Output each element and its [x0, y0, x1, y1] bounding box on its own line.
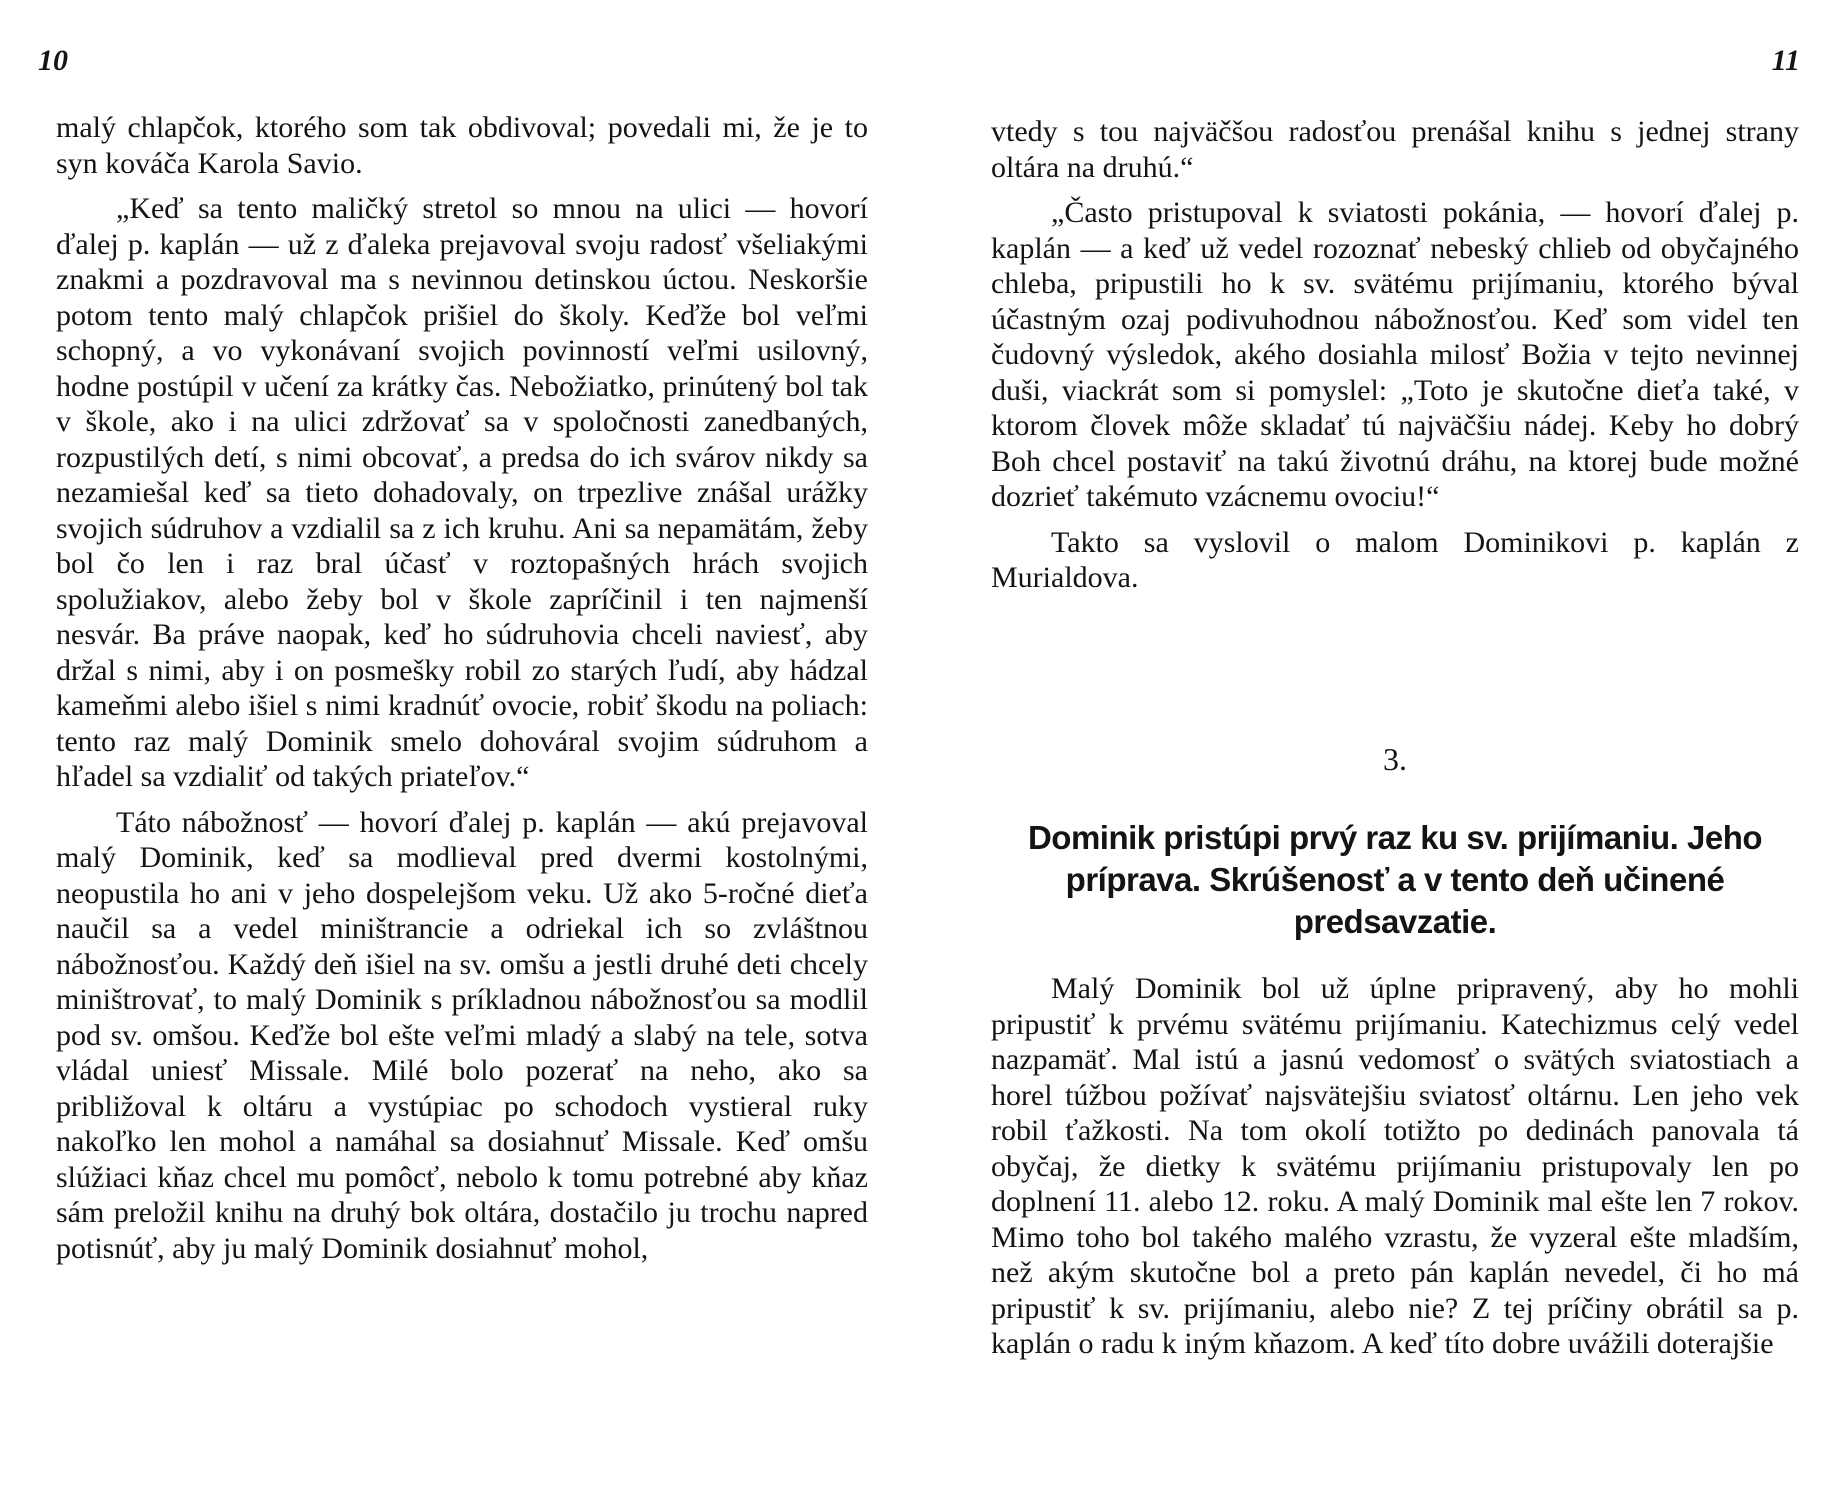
paragraph: Táto nábožnosť — hovorí ďalej p. kaplán — akú prejavoval malý Dominik, keď sa modlieval pred dvermi kostolnými, neopustila ho ani v jeho dospelejšom veku. Už ako 5-ročné dieťa naučil sa a vedel miništrancie a odriekal ich so zvláštnou nábožnosťou. Každý deň išiel na sv. omšu a jestli druhé deti chcely miništrovať, to malý Dominik s príkladnou nábožnosťou sa modlil pod sv. omšou. Keďže bol ešte veľmi mladý a slabý na tele, sotva vládal uniesť Missale. Milé bolo pozerať na neho, ako sa približoval k oltáru a vystúpiac po schodoch vystieral ruky nakoľko len mohol a namáhal sa dosiahnuť Missale. Keď omšu slúžiaci kňaz chcel mu pomôcť, nebolo k tomu potrebné aby kňaz sám preložil knihu na druhý bok oltára, dostačilo ju trochu napred potisnúť, aby ju malý Dominik dosiahnuť mohol, — [56, 805, 868, 1265]
right-text-column — [991, 114, 1799, 1372]
right-page — [923, 0, 1846, 1500]
page-number-left: 10 — [38, 44, 68, 77]
page-number-right: 11 — [1771, 44, 1800, 77]
left-text-column — [56, 110, 868, 1276]
paragraph: Takto sa vyslovil o malom Dominikovi p. kaplán z Murialdova. — [991, 525, 1799, 594]
paragraph: „Často pristupoval k sviatosti pokánia, — hovorí ďalej p. kaplán — a keď už vedel rozoznať nebeský chlieb od obyčajného chleba, pripustili ho k sv. svätému prijímaniu, ktorého býval účastným ozaj podivuhodnou nábožnosťou. Keď som videl ten čudovný výsledok, akého dosiahla milosť Božia v tejto nevinnej duši, viackrát som si pomyslel: „Toto je skutočne dieťa také, v ktorom človek môže skladať tú najväčšiu nádej. Keby ho dobrý Boh chcel postaviť na takú životnú dráhu, na ktorej bude možné dozrieť takémuto vzácnemu ovociu!“ — [991, 196, 1799, 513]
paragraph: Malý Dominik bol už úplne pripravený, aby ho mohli pripustiť k prvému svätému prijímaniu. Katechizmus celý vedel nazpamäť. Mal istú a jasnú vedomosť o svätých sviatostiach a horel túžbou požívať najsvätejšiu sviatosť oltárnu. Len jeho vek robil ťažkosti. Na tom okolí totižto po dedinách panovala tá obyčaj, že dietky k svätému prijímaniu pristupovaly len po doplnení 11. alebo 12. roku. A malý Dominik mal ešte len 7 rokov. Mimo toho bol takého malého vzrastu, že vyzeral ešte mladším, než akým skutočne bol a preto pán kaplán nevedel, či ho má pripustiť k sv. prijímaniu, alebo nie? Z tej príčiny obrátil sa p. kaplán o radu k iným kňazom. A keď títo dobre uvážili doterajšie — [991, 972, 1799, 1360]
paragraph: „Keď sa tento maličký stretol so mnou na ulici — hovorí ďalej p. kaplán — už z ďaleka prejavoval svoju radosť všeliakými znakmi a pozdravoval ma s nevinnou detinskou úctou. Neskoršie potom tento malý chlapčok prišiel do školy. Keďže bol veľmi schopný, a vo vykonávaní svojich povinností veľmi usilovný, hodne postúpil v učení za krátky čas. Nebožiatko, prinútený bol tak v škole, ako i na ulici zdržovať sa v spoločnosti zanedbaných, rozpustilých detí, s nimi obcovať, a predsa do ich svárov nikdy sa nezamiešal keď sa tieto dohadovaly, on trpezlive znášal urážky svojich súdruhov a vzdialil sa z ich kruhu. Ani sa nepamätám, žeby bol čo len i raz bral účasť v roztopašných hrách svojich spolužiakov, alebo žeby bol v škole zapríčinil i ten najmenší nesvár. Ba práve naopak, keď ho súdruhovia chceli naviesť, aby držal s nimi, aby i on posmešky robil zo starých ľudí, aby hádzal kameňmi alebo išiel s nimi kradnúť ovocie, robiť škodu na poliach: tento raz malý Dominik smelo dohováral svojim súdruhom a hľadel sa vzdialiť od takých priateľov.“ — [56, 192, 868, 793]
section-title: Dominik pristúpi prvý raz ku sv. prijímaniu. Jeho príprava. Skrúšenosť a v tento deň učinené predsavzatie. — [1027, 819, 1763, 940]
paragraph: malý chlapčok, ktorého som tak obdivoval; povedali mi, že je to syn kováča Karola Savio. — [56, 111, 868, 180]
section-number: 3. — [1383, 740, 1407, 777]
paragraph: vtedy s tou najväčšou radosťou prenášal knihu s jednej strany oltára na druhú.“ — [991, 115, 1799, 184]
